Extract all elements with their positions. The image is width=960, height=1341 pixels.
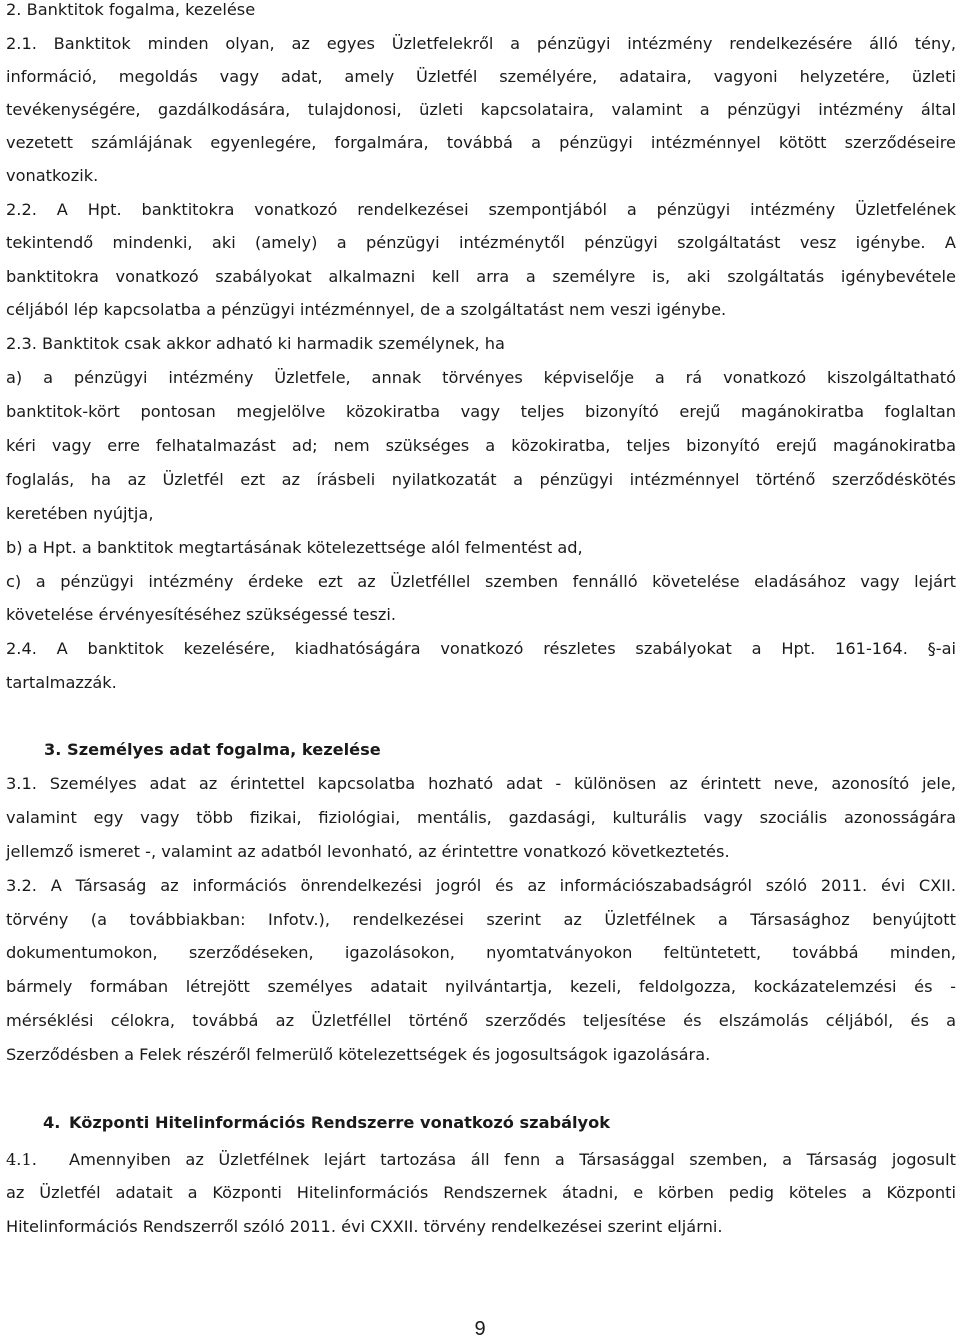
paragraph-line: Szerződésben a Felek részéről felmerülő kötelezettségek és jogosultságok igazolására.: [6, 1045, 711, 1064]
section-heading: Központi Hitelinformációs Rendszerre vonatkozó szabályok: [69, 1113, 611, 1132]
paragraph-line: 2.3. Banktitok csak akkor adható ki harmadik személynek, ha: [6, 334, 505, 353]
list-item-line: követelése érvényesítéséhez szükségessé teszi.: [6, 605, 397, 624]
paragraph-line: tevékenységére, gazdálkodására, tulajdonosi, üzleti kapcsolataira, valamint a pénzügyi intézmény által: [6, 100, 956, 119]
section-heading: 2. Banktitok fogalma, kezelése: [6, 0, 256, 19]
paragraph-line: Amennyiben az Üzletfélnek lejárt tartozása áll fenn a Társasággal szemben, a Társaság jogosult: [69, 1150, 956, 1169]
paragraph-line: tekintendő mindenki, aki (amely) a pénzügyi intézménytől pénzügyi szolgáltatást vesz igénybe. A: [6, 233, 956, 252]
paragraph-line: banktitokra vonatkozó szabályokat alkalmazni kell arra a személyre is, aki szolgáltatás igénybevétele: [6, 267, 956, 286]
list-item-line: banktitok-kört pontosan megjelölve közokiratba vagy teljes bizonyító erejű magánokiratba foglaltan: [6, 402, 956, 421]
list-item-line: b) a Hpt. a banktitok megtartásának kötelezettsége alól felmentést ad,: [6, 538, 583, 557]
paragraph-line: Hitelinformációs Rendszerről szóló 2011. évi CXXII. törvény rendelkezései szerint eljárni.: [6, 1217, 723, 1236]
list-item-line: kéri vagy erre felhatalmazást ad; nem szükséges a közokiratba, teljes bizonyító erejű magánokiratba: [6, 436, 956, 455]
section-number: 4.: [43, 1113, 61, 1132]
paragraph-line: jellemző ismeret -, valamint az adatból levonható, az érintettre vonatkozó következtetés.: [6, 842, 730, 861]
paragraph-number: 4.1.: [6, 1150, 37, 1169]
paragraph-line: bármely formában létrejött személyes adatait nyilvántartja, kezeli, feldolgozza, kockázatelemzési és -: [6, 977, 956, 996]
paragraph-line: 2.4. A banktitok kezelésére, kiadhatóságára vonatkozó részletes szabályokat a Hpt. 161-164. §-ai: [6, 639, 956, 658]
paragraph-line: 3.2. A Társaság az információs önrendelkezési jogról és az információszabadságról szóló 2011. évi CXII.: [6, 876, 956, 895]
list-item-line: keretében nyújtja,: [6, 504, 154, 523]
list-item-line: c) a pénzügyi intézmény érdeke ezt az Üzletféllel szemben fennálló követelése eladásához vagy lejárt: [6, 572, 956, 591]
paragraph-line: 2.1. Banktitok minden olyan, az egyes Üzletfelekről a pénzügyi intézmény rendelkezésére álló tény,: [6, 34, 956, 53]
page-number: 9: [474, 1318, 486, 1340]
paragraph-line: az Üzletfél adatait a Központi Hitelinformációs Rendszernek átadni, e körben pedig köteles a Központi: [6, 1183, 956, 1202]
paragraph-line: törvény (a továbbiakban: Infotv.), rendelkezései szerint az Üzletfélnek a Társasághoz benyújtott: [6, 910, 956, 929]
section-heading: 3. Személyes adat fogalma, kezelése: [44, 740, 381, 759]
paragraph-line: vezetett számlájának egyenlegére, forgalmára, továbbá a pénzügyi intézménnyel kötött szerződéseire: [6, 133, 956, 152]
paragraph-line: információ, megoldás vagy adat, amely Üzletfél személyére, adataira, vagyoni helyzetére, üzleti: [6, 67, 956, 86]
paragraph-line: tartalmazzák.: [6, 673, 117, 692]
paragraph-line: vonatkozik.: [6, 166, 99, 185]
paragraph-line: céljából lép kapcsolatba a pénzügyi intézménnyel, de a szolgáltatást nem veszi igénybe.: [6, 300, 727, 319]
paragraph-line: valamint egy vagy több fizikai, fiziológiai, mentális, gazdasági, kulturális vagy szociális azonosságára: [6, 808, 956, 827]
paragraph-line: mérséklési célokra, továbbá az Üzletféllel történő szerződés teljesítése és elszámolás céljából, és a: [6, 1011, 956, 1030]
list-item-line: foglalás, ha az Üzletfél ezt az írásbeli nyilatkozatát a pénzügyi intézménnyel történő szerződéskötés: [6, 470, 956, 489]
paragraph-line: 2.2. A Hpt. banktitokra vonatkozó rendelkezései szempontjából a pénzügyi intézmény Üzletfelének: [6, 200, 956, 219]
paragraph-line: dokumentumokon, szerződéseken, igazolásokon, nyomtatványokon feltüntetett, továbbá minden,: [6, 943, 956, 962]
paragraph-line: 3.1. Személyes adat az érintettel kapcsolatba hozható adat - különösen az érintett neve, azonosító jele,: [6, 774, 956, 793]
list-item-line: a) a pénzügyi intézmény Üzletfele, annak törvényes képviselője a rá vonatkozó kiszolgáltatható: [6, 368, 956, 387]
